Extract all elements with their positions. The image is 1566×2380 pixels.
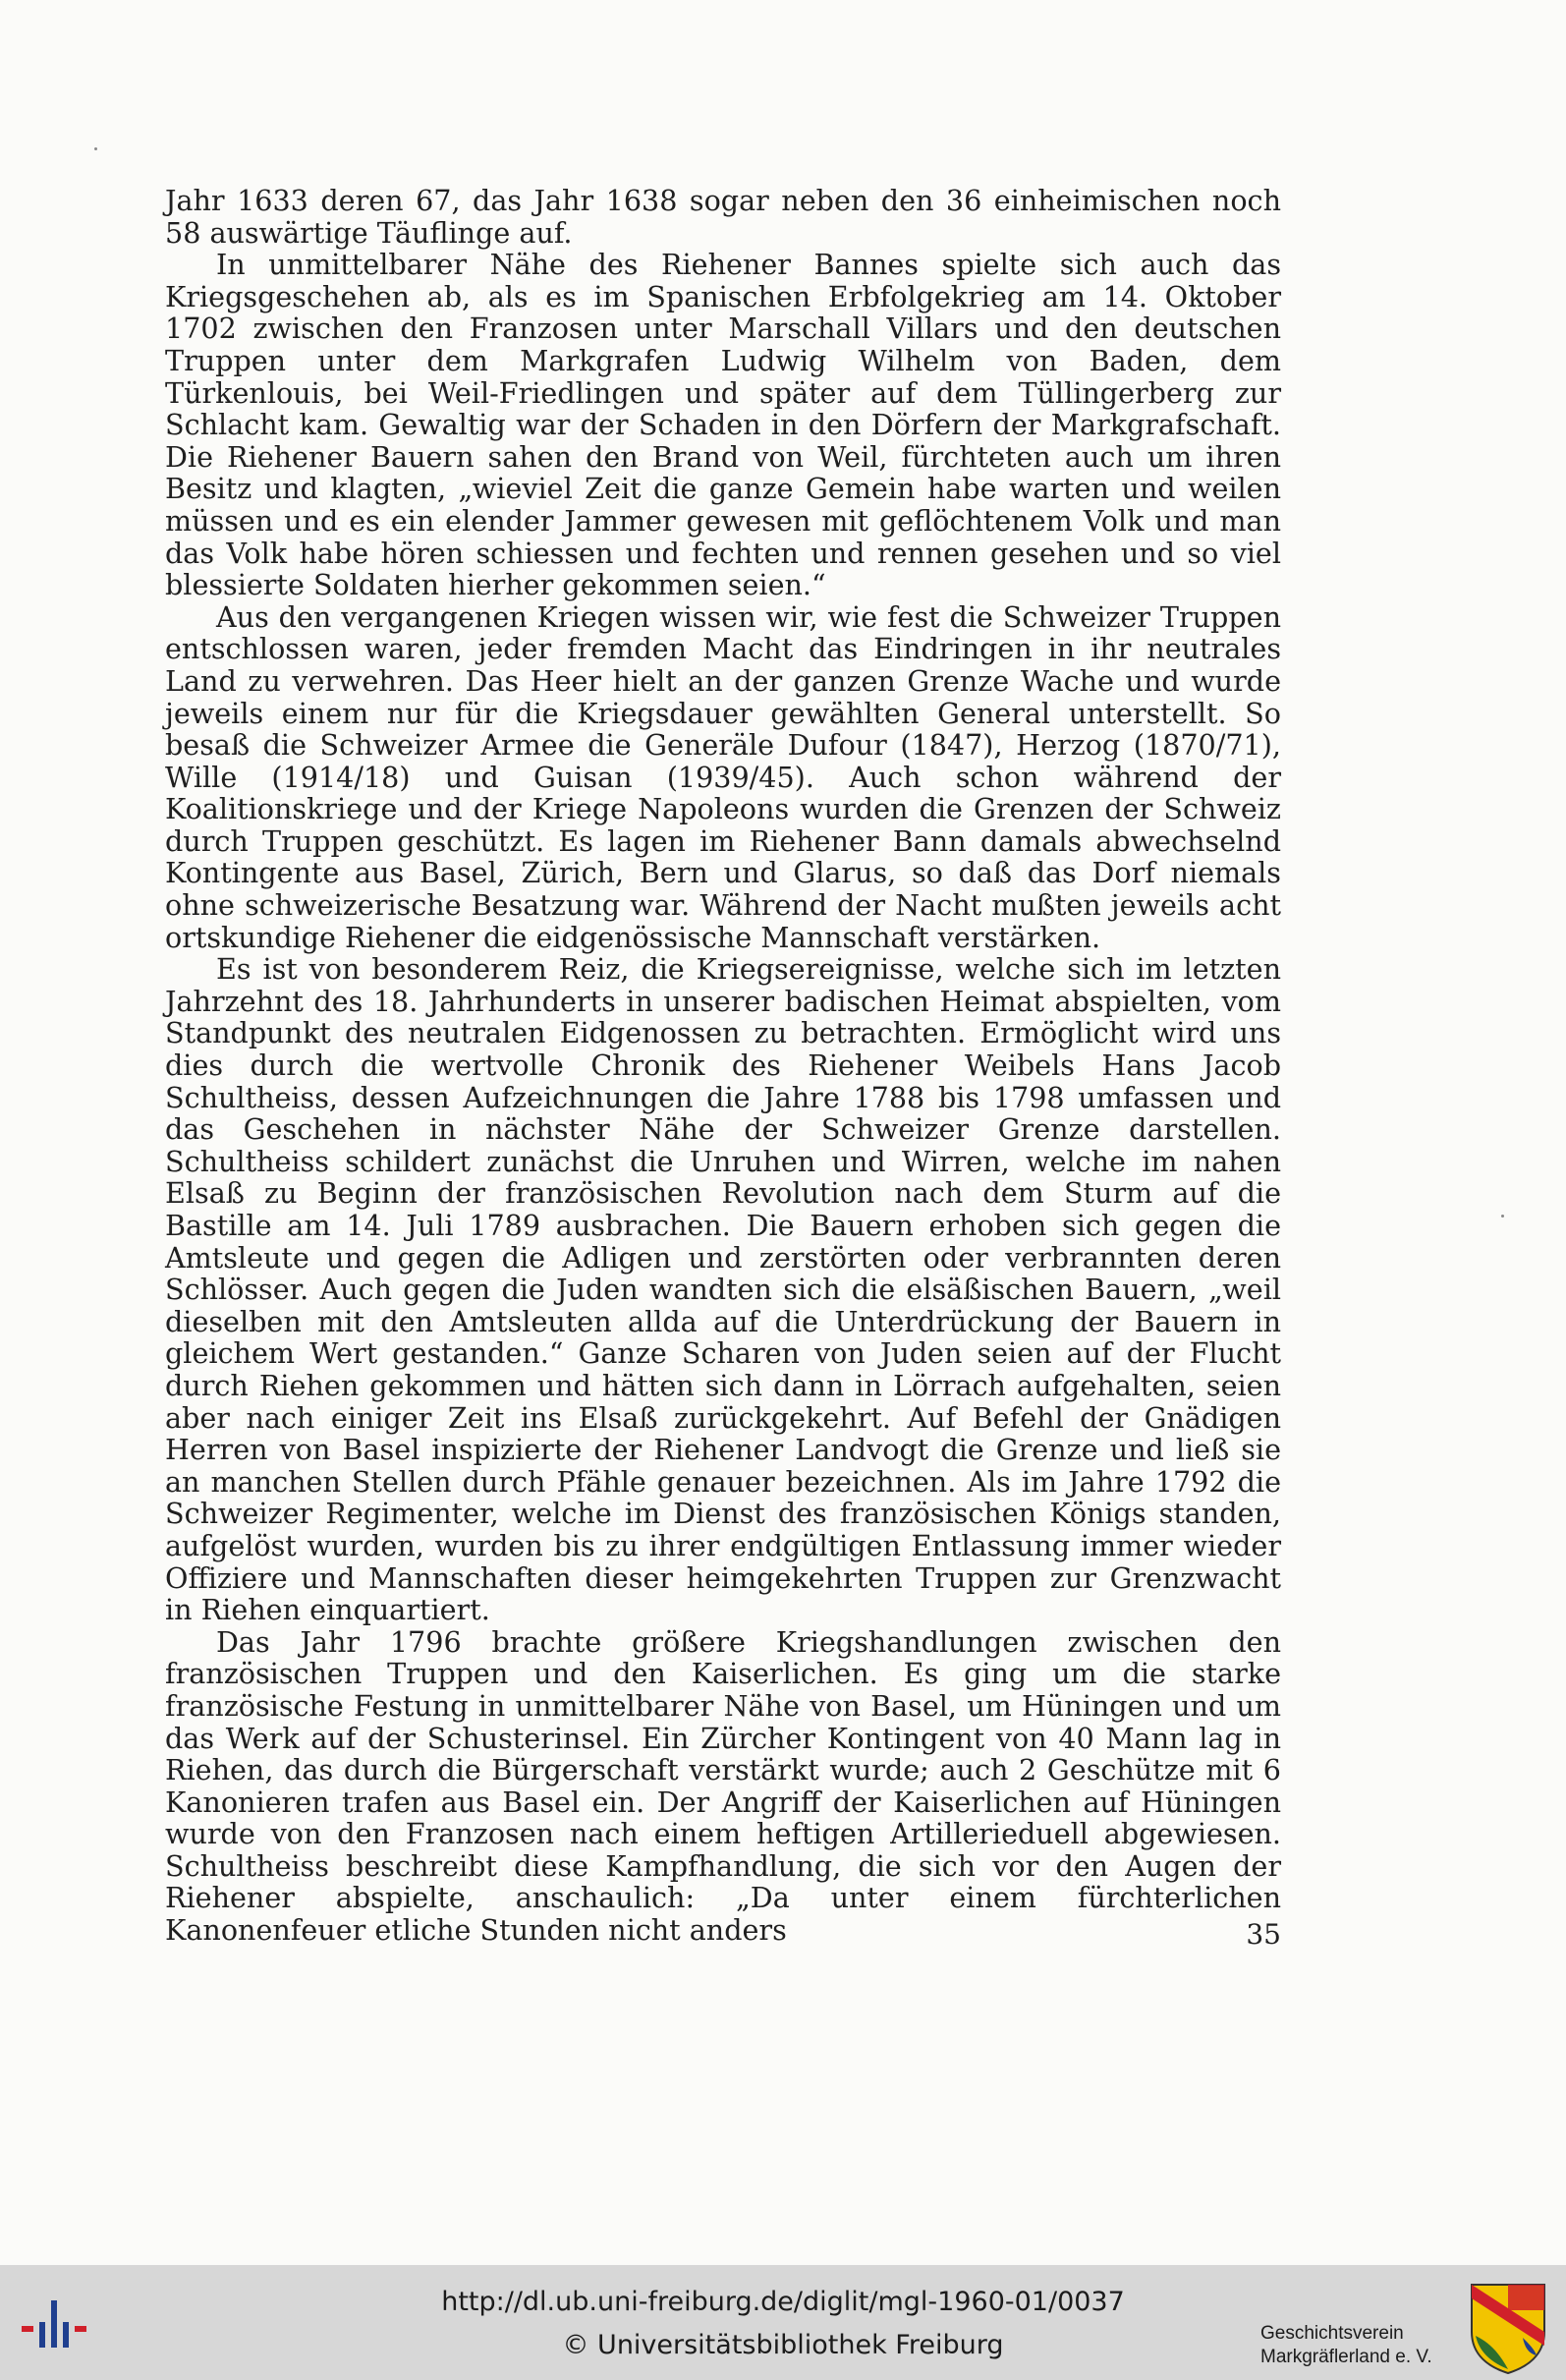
society-name-line: Geschichtsverein: [1260, 2323, 1404, 2344]
paragraph: Jahr 1633 deren 67, das Jahr 1638 sogar neben den 36 einheimischen noch 58 auswärtige Täuflinge auf.: [165, 184, 1281, 250]
page-number: 35: [1246, 1918, 1281, 1951]
copyright-notice: © Universitätsbibliothek Freiburg: [562, 2330, 1004, 2360]
paragraph: Das Jahr 1796 brachte größere Kriegshandlungen zwischen den französischen Truppen und den Kaiserlichen. Es ging um die starke französische Festung in unmittelbarer Nähe von Basel, um Hüningen und um das Werk auf der Schusterinsel. Ein Zürcher Kontingent von 40 Mann lag in Riehen, das durch die Bürgerschaft verstärkt wurde; auch 2 Geschütze mit 6 Kanonieren trafen aus Basel ein. Der Angriff der Kaiserlichen auf Hüningen wurde von den Franzosen nach einem heftigen Artillerieduell abgewiesen. Schultheiss beschreibt diese Kampfhandlung, die sich vor den Augen der Riehener abspielte, anschaulich: „Da unter einem fürchterlichen Kanonenfeuer etliche Stunden nicht anders: [165, 1624, 1281, 1948]
society-name-line: Markgräflerland e. V.: [1260, 2347, 1432, 2367]
paragraph: In unmittelbarer Nähe des Riehener Bannes spielte sich auch das Kriegsgeschehen ab, als es im Spanischen Erbfolgekrieg am 14. Oktober 1702 zwischen den Franzosen unter Marschall Villars und den deutschen Truppen unter dem Markgrafen Ludwig Wilhelm von Baden, dem Türkenlouis, bei Weil-Friedlingen und später auf dem Tüllingerberg zur Schlacht kam. Gewaltig war der Schaden in den Dörfern der Markgrafschaft. Die Riehener Bauern sahen den Brand von Weil, fürchteten auch um ihren Besitz und klagten, „wieviel Zeit die ganze Gemein habe warten und weilen müssen und es ein elender Jammer gewesen mit geflöchtenem Volk und man das Volk habe hören schiessen und fechten und rennen gesehen und so viel blessierte Soldaten hierher gekommen seien.“: [165, 248, 1281, 602]
paragraph: Aus den vergangenen Kriegen wissen wir, wie fest die Schweizer Truppen entschlossen waren, jeder fremden Macht das Eindringen in ihr neutrales Land zu verwehren. Das Heer hielt an der ganzen Grenze Wache und wurde jeweils einem nur für die Kriegsdauer gewählten General unterstellt. So besaß die Schweizer Armee die Generäle Dufour (1847), Herzog (1870/71), Wille (1914/18) und Guisan (1939/45). Auch schon während der Koalitionskriege und der Kriege Napoleons wurden die Grenzen der Schweiz durch Truppen geschützt. Es lagen im Riehener Bann damals abwechselnd Kontingente aus Basel, Zürich, Bern und Glarus, so daß das Dorf niemals ohne schweizerische Besatzung war. Während der Nacht mußten jeweils acht ortskundige Riehener die eidgenössische Mannschaft verstärken.: [165, 599, 1281, 954]
document-url-link[interactable]: http://dl.ub.uni-freiburg.de/diglit/mgl-1960-01/0037: [441, 2287, 1125, 2317]
footer-bar: [0, 2265, 1566, 2380]
society-name: [1260, 2322, 1432, 2369]
body-text: [165, 185, 1281, 1947]
paragraph: Es ist von besonderem Reiz, die Kriegsereignisse, welche sich im letzten Jahrzehnt des 18. Jahrhunderts in unserer badischen Heimat abspielten, vom Standpunkt des neutralen Eidgenossen zu betrachten. Ermöglicht wird uns dies durch die wertvolle Chronik des Riehener Weibels Hans Jacob Schultheiss, dessen Aufzeichnungen die Jahre 1788 bis 1798 umfassen und das Geschehen in nächster Nähe der Schweizer Grenze darstellen. Schultheiss schildert zunächst die Unruhen und Wirren, welche im nahen Elsaß zu Beginn der französischen Revolution nach dem Sturm auf die Bastille am 14. Juli 1789 ausbrachen. Die Bauern erhoben sich gegen die Amtsleute und gegen die Adligen und zerstörten oder verbrannten deren Schlösser. Auch gegen die Juden wandten sich die elsäßischen Bauern, „weil dieselben mit den Amtsleuten allda auf die Unterdrückung der Bauern in gleichem Wert gestanden.“ Ganze Scharen von Juden seien auf der Flucht durch Riehen gekommen und hätten sich dann in Lörrach aufgehalten, seien aber nach einiger Zeit ins Elsaß zurückgekehrt. Auf Befehl der Gnädigen Herren von Basel inspizierte der Riehener Landvogt die Grenze und ließ sie an manchen Stellen durch Pfähle genauer bezeichnen. Als im Jahre 1792 die Schweizer Regimenter, welche im Dienst des französischen Königs standen, aufgelöst wurden, wurden bis zu ihrer endgültigen Entlassung immer wieder Offiziere und Mannschaften dieser heimgekehrten Truppen zur Grenzwacht in Riehen einquartiert.: [165, 952, 1281, 1627]
coat-of-arms-icon: [1468, 2281, 1548, 2375]
scan-speck: [1501, 1215, 1504, 1218]
scan-speck: [94, 147, 97, 150]
